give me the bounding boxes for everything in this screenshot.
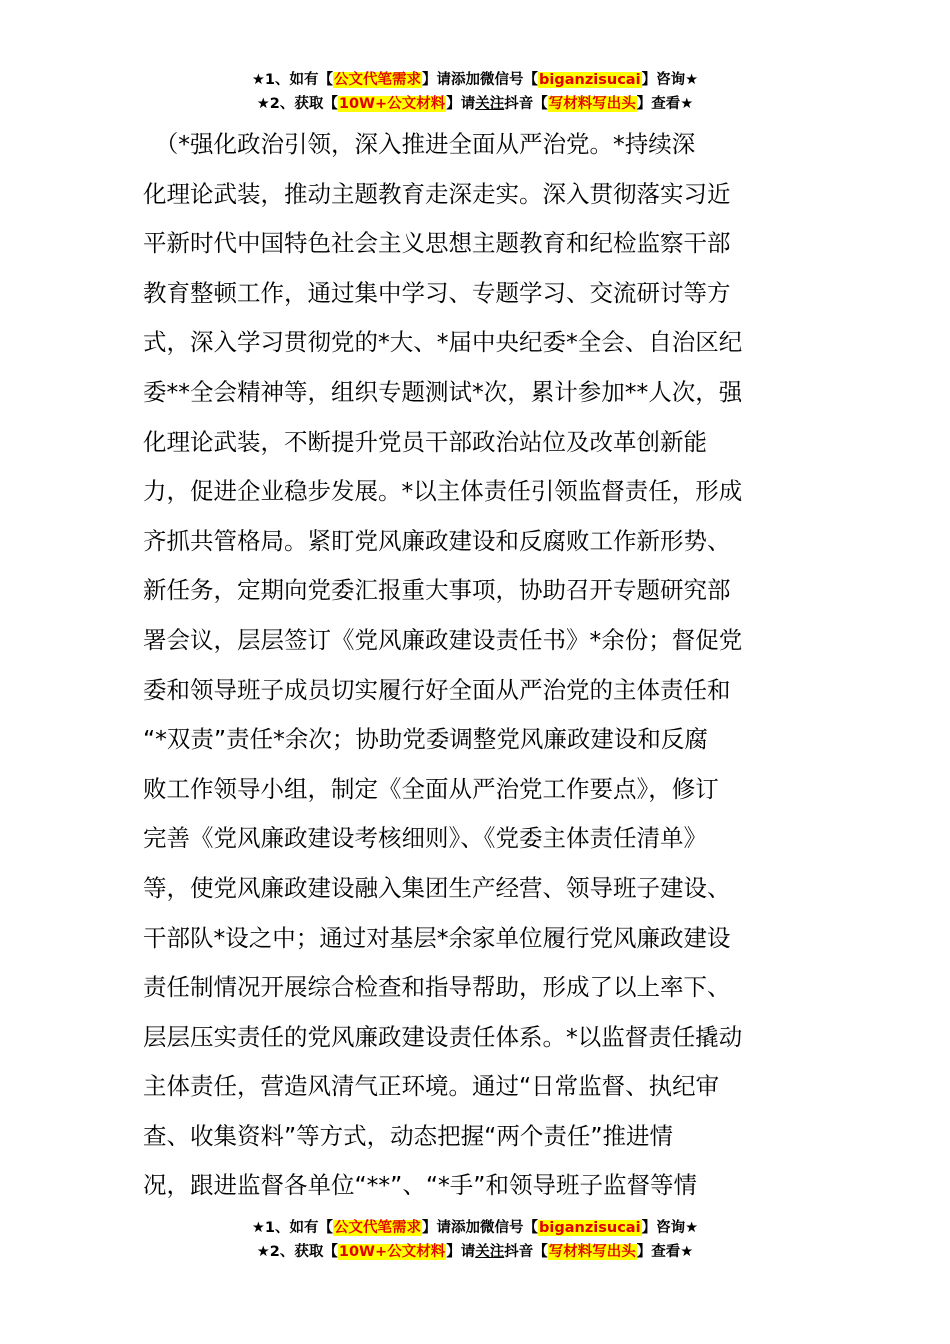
body-line: 新任务，定期向党委汇报重大事项，协助召开专题研究部 — [143, 576, 731, 605]
banner-text: 】请 — [422, 72, 452, 88]
body-line: 败工作领导小组，制定《全面从严治党工作要点》，修订 — [143, 774, 719, 803]
body-line: 委**全会精神等，组织专题测试*次，累计参加**人次，强 — [143, 377, 743, 406]
banner-line-2 — [0, 92, 950, 116]
banner-emphasis: 关注 — [475, 96, 505, 112]
body-line: 等，使党风廉政建设融入集团生产经营、领导班子建设、 — [143, 873, 731, 902]
body-line: 层层压实责任的党风廉政建设责任体系。*以监督责任撬动 — [143, 1022, 743, 1051]
body-line: 署会议，层层签订《党风廉政建设责任书》*余份；督促党 — [143, 625, 743, 654]
banner-text: 抖音【 — [504, 1244, 548, 1260]
banner-highlight: 10W+公文材料 — [338, 96, 446, 112]
body-line: 主体责任，营造风清气正环境。通过“日常监督、执纪审 — [143, 1072, 720, 1101]
body-line: 责任制情况开展综合检查和指导帮助，形成了以上率下、 — [143, 973, 731, 1002]
banner-highlight: 10W+公文材料 — [338, 1244, 446, 1260]
body-line: 委和领导班子成员切实履行好全面从严治党的主体责任和 — [143, 675, 731, 704]
banner-highlight: 公文代笔需求 — [334, 1220, 422, 1236]
body-line: 平新时代中国特色社会主义思想主题教育和纪检监察干部 — [143, 229, 731, 258]
body-line: 齐抓共管格局。紧盯党风廉政建设和反腐败工作新形势、 — [143, 526, 731, 555]
banner-highlight: 公文代笔需求 — [334, 72, 422, 88]
banner-emphasis: 添加 — [451, 72, 481, 88]
banner-text: ★1、如有【 — [251, 1220, 334, 1236]
banner-text: 】咨询★ — [641, 1220, 699, 1236]
banner-text: 】查看★ — [636, 96, 694, 112]
body-line: 化理论武装，不断提升党员干部政治站位及改革创新能 — [143, 427, 707, 456]
body-line: 力，促进企业稳步发展。*以主体责任引领监督责任，形成 — [143, 477, 743, 506]
banner-text: 】查看★ — [636, 1244, 694, 1260]
banner-emphasis: 关注 — [475, 1244, 505, 1260]
banner-line-2 — [0, 1240, 950, 1264]
banner-text: 】请 — [422, 1220, 452, 1236]
banner-text: ★1、如有【 — [251, 72, 334, 88]
body-line: 式，深入学习贯彻党的*大、*届中央纪委*全会、自治区纪 — [143, 328, 743, 357]
banner-line-1 — [0, 68, 950, 92]
banner-text: 抖音【 — [504, 96, 548, 112]
body-line: 化理论武装，推动主题教育走深走实。深入贯彻落实习近 — [143, 179, 731, 208]
banner-text: 】请 — [446, 1244, 476, 1260]
banner-line-1 — [0, 1216, 950, 1240]
banner-highlight: biganzisucai — [539, 1220, 641, 1236]
body-line: 干部队*设之中；通过对基层*余家单位履行党风廉政建设 — [143, 923, 731, 952]
body-line: （*强化政治引领，深入推进全面从严治党。*持续深 — [143, 130, 696, 158]
body-line: 况，跟进监督各单位“**”、“*手”和领导班子监督等情 — [143, 1171, 697, 1200]
banner-text: 】请 — [446, 96, 476, 112]
body-paragraph — [143, 120, 813, 1211]
banner-emphasis: 添加 — [451, 1220, 481, 1236]
top-banner — [0, 68, 950, 116]
banner-text: 微信号【 — [480, 72, 539, 88]
banner-text: ★2、获取【 — [256, 1244, 338, 1260]
banner-text: 微信号【 — [480, 1220, 539, 1236]
banner-highlight: 写材料写出头 — [548, 1244, 636, 1260]
body-line: 完善《党风廉政建设考核细则》、《党委主体责任清单》 — [143, 824, 707, 853]
body-line: 查、收集资料”等方式，动态把握“两个责任”推进情 — [143, 1121, 674, 1150]
banner-text: ★2、获取【 — [256, 96, 338, 112]
banner-highlight: 写材料写出头 — [548, 96, 636, 112]
body-line: 教育整顿工作，通过集中学习、专题学习、交流研讨等方 — [143, 278, 731, 307]
banner-highlight: biganzisucai — [539, 72, 641, 88]
bottom-banner — [0, 1216, 950, 1264]
banner-text: 】咨询★ — [641, 72, 699, 88]
body-line: “*双责”责任*余次；协助党委调整党风廉政建设和反腐 — [143, 725, 708, 754]
